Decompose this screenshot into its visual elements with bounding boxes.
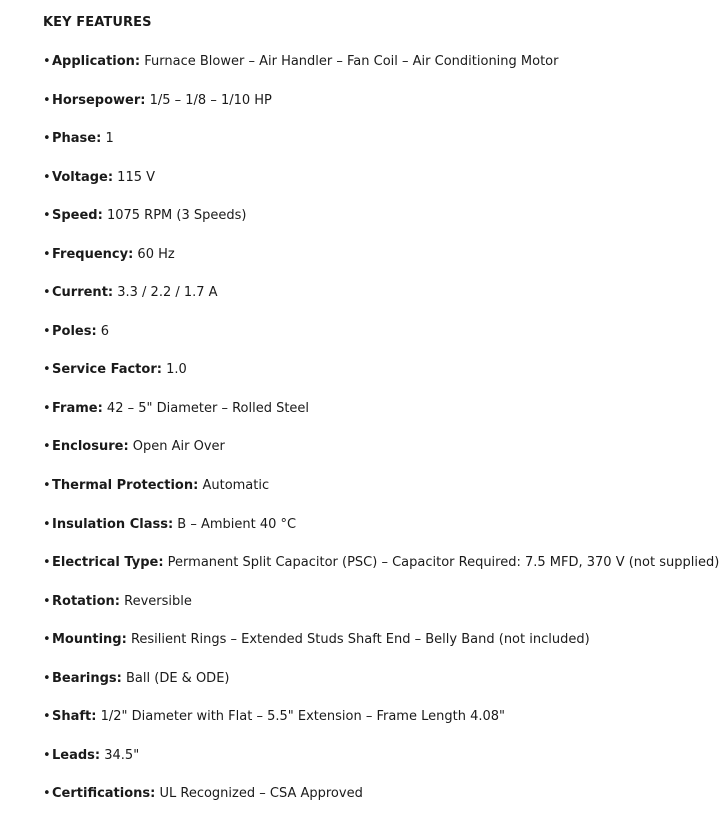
list-item bbox=[43, 130, 713, 169]
feature-value: 42 – 5" Diameter – Rolled Steel bbox=[102, 400, 310, 416]
feature-label: Mounting: bbox=[52, 632, 127, 648]
bullet-icon: • bbox=[43, 439, 51, 455]
feature-value: Open Air Over bbox=[128, 439, 225, 455]
feature-value: 1075 RPM (3 Speeds) bbox=[102, 208, 247, 224]
list-item bbox=[43, 92, 713, 131]
bullet-icon: • bbox=[43, 323, 51, 339]
bullet-icon: • bbox=[43, 400, 51, 416]
bullet-icon: • bbox=[43, 593, 51, 609]
feature-label: Thermal Protection: bbox=[52, 478, 199, 494]
bullet-icon: • bbox=[43, 670, 51, 686]
feature-value: Automatic bbox=[198, 478, 270, 494]
list-item bbox=[43, 207, 713, 246]
feature-label: Current: bbox=[52, 285, 114, 301]
bullet-icon: • bbox=[43, 478, 51, 494]
feature-label: Poles: bbox=[52, 323, 97, 339]
list-item bbox=[43, 361, 713, 400]
section-heading: KEY FEATURES bbox=[43, 15, 152, 30]
list-item bbox=[43, 400, 713, 439]
bullet-icon: • bbox=[43, 92, 51, 108]
bullet-icon: • bbox=[43, 362, 51, 378]
feature-label: Certifications: bbox=[52, 786, 156, 802]
list-item bbox=[43, 246, 713, 285]
feature-value: 34.5" bbox=[100, 747, 140, 763]
feature-label: Horsepower: bbox=[52, 92, 146, 108]
feature-value: 1 bbox=[101, 131, 114, 147]
bullet-icon: • bbox=[43, 516, 51, 532]
feature-value: 60 Hz bbox=[133, 246, 175, 262]
feature-label: Frequency: bbox=[52, 246, 134, 262]
bullet-icon: • bbox=[43, 54, 51, 69]
bullet-icon: • bbox=[43, 632, 51, 648]
feature-label: Shaft: bbox=[52, 709, 97, 725]
feature-label: Insulation Class: bbox=[52, 516, 174, 532]
bullet-icon: • bbox=[43, 709, 51, 725]
bullet-icon: • bbox=[43, 208, 51, 224]
feature-label: Bearings: bbox=[52, 670, 122, 686]
feature-value: B – Ambient 40 °C bbox=[173, 516, 297, 532]
list-item bbox=[43, 323, 713, 362]
list-item bbox=[43, 438, 713, 477]
list-item bbox=[43, 708, 713, 747]
feature-label: Application: bbox=[52, 54, 141, 69]
feature-value: 3.3 / 2.2 / 1.7 A bbox=[113, 285, 218, 301]
bullet-icon: • bbox=[43, 246, 51, 262]
bullet-icon: • bbox=[43, 555, 51, 571]
feature-value: 1.0 bbox=[161, 362, 187, 378]
list-item bbox=[43, 53, 713, 92]
list-item bbox=[43, 785, 713, 824]
list-item bbox=[43, 554, 720, 593]
list-item bbox=[43, 593, 713, 632]
feature-value: Reversible bbox=[119, 593, 192, 609]
bullet-icon: • bbox=[43, 131, 51, 147]
list-item bbox=[43, 670, 713, 709]
feature-value: Ball (DE & ODE) bbox=[121, 670, 230, 686]
list-item bbox=[43, 631, 713, 670]
features-list bbox=[43, 53, 720, 824]
feature-label: Frame: bbox=[52, 400, 103, 416]
list-item bbox=[43, 516, 713, 555]
feature-value: 6 bbox=[96, 323, 110, 339]
bullet-icon: • bbox=[43, 786, 51, 802]
feature-value: 1/2" Diameter with Flat – 5.5" Extension – Frame Length 4.08" bbox=[96, 709, 505, 725]
feature-label: Phase: bbox=[52, 131, 102, 147]
feature-label: Service Factor: bbox=[52, 362, 162, 378]
feature-label: Electrical Type: bbox=[52, 555, 164, 571]
bullet-icon: • bbox=[43, 285, 51, 301]
feature-label: Enclosure: bbox=[52, 439, 129, 455]
feature-label: Voltage: bbox=[52, 169, 114, 185]
feature-value: 1/5 – 1/8 – 1/10 HP bbox=[145, 92, 272, 108]
feature-label: Leads: bbox=[52, 747, 101, 763]
feature-value: 115 V bbox=[113, 169, 156, 185]
list-item bbox=[43, 284, 713, 323]
feature-value: Permanent Split Capacitor (PSC) – Capacitor Required: 7.5 MFD, 370 V (not supplied) bbox=[163, 555, 720, 571]
feature-label: Rotation: bbox=[52, 593, 120, 609]
feature-value: Resilient Rings – Extended Studs Shaft End – Belly Band (not included) bbox=[126, 632, 590, 648]
bullet-icon: • bbox=[43, 747, 51, 763]
list-item bbox=[43, 169, 713, 208]
list-item bbox=[43, 477, 713, 516]
bullet-icon: • bbox=[43, 169, 51, 185]
list-item bbox=[43, 747, 713, 786]
feature-value: Furnace Blower – Air Handler – Fan Coil – Air Conditioning Motor bbox=[140, 54, 559, 69]
feature-value: UL Recognized – CSA Approved bbox=[155, 786, 363, 802]
feature-label: Speed: bbox=[52, 208, 103, 224]
